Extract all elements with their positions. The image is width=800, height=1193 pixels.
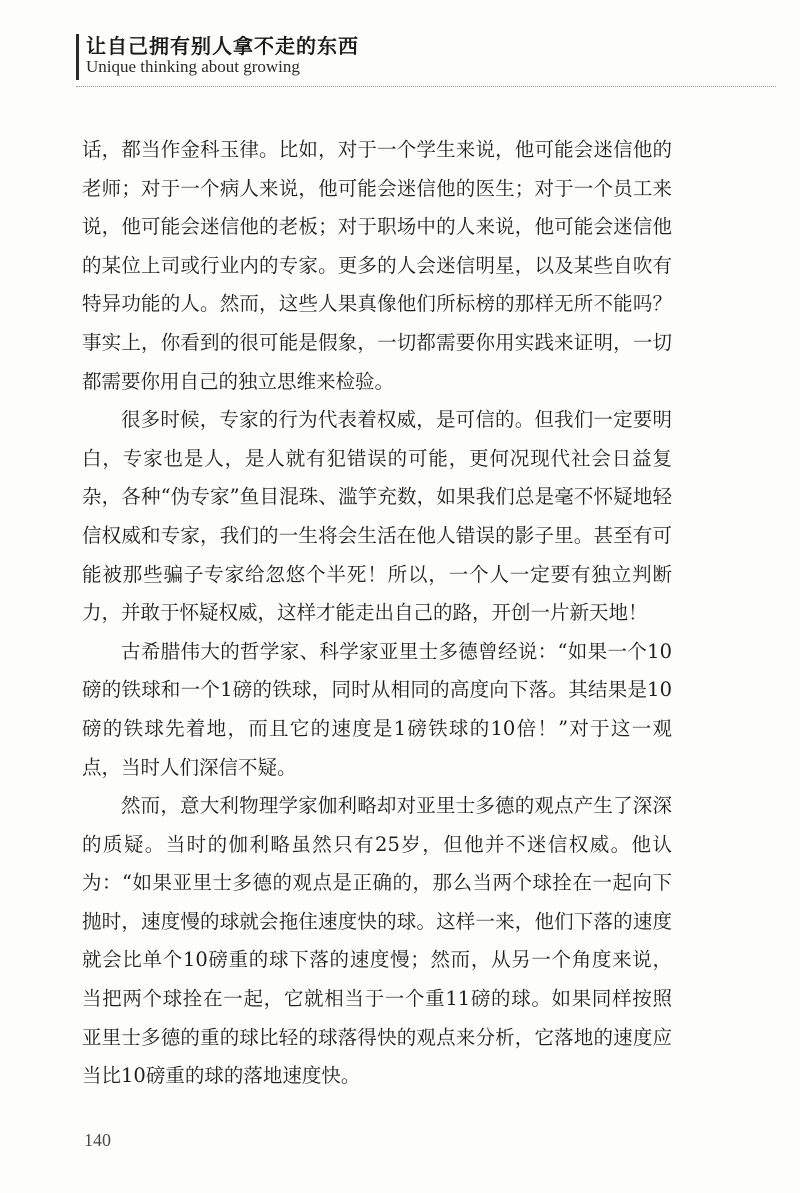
header-divider	[76, 86, 776, 87]
paragraph: 然而，意大利物理学家伽利略却对亚里士多德的观点产生了深深的质疑。当时的伽利略虽然只有25岁，但他并不迷信权威。他认为：“如果亚里士多德的观点是正确的，那么当两个球拴在一起向下抛时，速度慢的球就会拖住速度快的球。这样一来，他们下落的速度就会比单个10磅重的球下落的速度慢；然而，从另一个角度来说，当把两个球拴在一起，它就相当于一个重11磅的球。如果同样按照亚里士多德的重的球比轻的球落得快的观点来分析，它落地的速度应当比10磅重的球的落地速度快。	[82, 794, 672, 1088]
paragraph: 古希腊伟大的哲学家、科学家亚里士多德曾经说：“如果一个10磅的铁球和一个1磅的铁球，同时从相同的高度向下落。其结果是10磅的铁球先着地，而且它的速度是1磅铁球的10倍！”对于这一观点，当时人们深信不疑。	[82, 639, 672, 779]
header-accent-bar	[76, 34, 79, 80]
paragraph: 话，都当作金科玉律。比如，对于一个学生来说，他可能会迷信他的老师；对于一个病人来说，他可能会迷信他的医生；对于一个员工来说，他可能会迷信他的老板；对于职场中的人来说，他可能会迷信他的某位上司或行业内的专家。更多的人会迷信明星，以及某些自吹有特异功能的人。然而，这些人果真像他们所标榜的那样无所不能吗？事实上，你看到的很可能是假象，一切都需要你用实践来证明，一切都需要你用自己的独立思维来检验。	[82, 138, 672, 393]
page-number: 140	[84, 1130, 111, 1150]
running-header-subtitle: Unique thinking about growing	[86, 57, 300, 76]
paragraph: 很多时候，专家的行为代表着权威，是可信的。但我们一定要明白，专家也是人，是人就有犯错误的可能，更何况现代社会日益复杂，各种“伪专家”鱼目混珠、滥竽充数，如果我们总是毫不怀疑地轻信权威和专家，我们的一生将会生活在他人错误的影子里。甚至有可能被那些骗子专家给忽悠个半死！所以，一个人一定要有独立判断力，并敢于怀疑权威，这样才能走出自己的路，开创一片新天地！	[82, 408, 672, 625]
body-text	[82, 131, 672, 1096]
running-header-title: 让自己拥有别人拿不走的东西	[86, 34, 359, 58]
